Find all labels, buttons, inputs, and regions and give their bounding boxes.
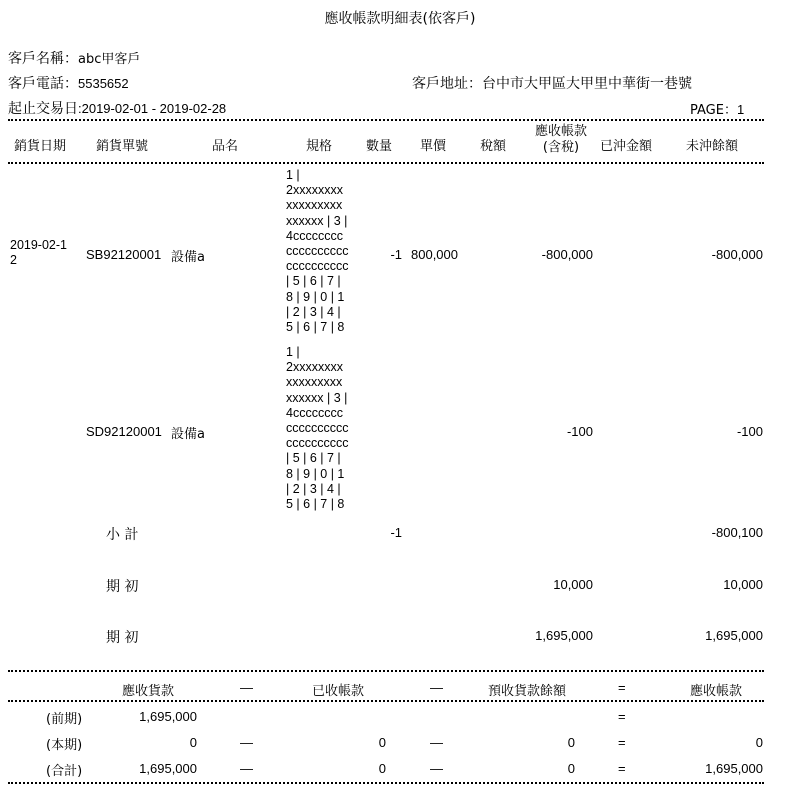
- subtotal-label: 小 計: [106, 527, 139, 543]
- col-tax: 稅額: [480, 139, 507, 154]
- opening-label: 期 初: [106, 630, 139, 646]
- summary-col-minus1: —: [240, 680, 253, 695]
- customer-phone-row: [8, 73, 129, 93]
- customer-phone-label: 客戶電話：: [8, 76, 78, 92]
- row-receivable: -800,000: [541, 247, 593, 262]
- summary-row-prepaid: 0: [567, 735, 575, 750]
- summary-col-received: 已收帳款: [312, 684, 365, 699]
- row-date: 2019-02-1 2: [10, 238, 67, 267]
- summary-row-result: 1,695,000: [705, 761, 763, 776]
- row-unoffset: -100: [736, 424, 763, 439]
- summary-row-equals: =: [618, 735, 626, 750]
- page-indicator: [690, 99, 744, 118]
- col-spec: 規格: [306, 139, 333, 154]
- row-doc-no: SB92120001: [86, 247, 162, 262]
- summary-col-equals: =: [618, 680, 626, 695]
- summary-col-prepaid: 預收貨款餘額: [488, 684, 567, 699]
- col-item: 品名: [212, 139, 239, 154]
- subtotal-unoffset: -800,100: [711, 525, 763, 540]
- opening-unoffset: 1,695,000: [705, 628, 763, 643]
- col-qty: 數量: [366, 139, 393, 154]
- period-value: :2019-02-01 - 2019-02-28: [78, 101, 227, 116]
- col-receivable-line1: 應收帳款: [534, 124, 587, 139]
- summary-col-receivable: 應收貨款: [122, 684, 175, 699]
- col-receivable: [526, 124, 596, 156]
- summary-row-prepaid: 0: [567, 761, 575, 776]
- col-price: 單價: [420, 139, 447, 154]
- summary-row-label: (前期): [46, 712, 83, 727]
- row-qty: -1: [390, 247, 402, 262]
- page-label: PAGE：: [690, 103, 737, 118]
- summary-row-result: 0: [755, 735, 763, 750]
- opening-unoffset: 10,000: [723, 577, 763, 592]
- opening-label: 期 初: [106, 579, 139, 595]
- row-spec: 1 | 2xxxxxxxx xxxxxxxxx xxxxxx | 3 | 4cccccccc cccccccccc cccccccccc | 5 | 6 | 7 | 8 | 9 | 0 | 1 | 2 | 3 | 4 | 5 | 6 | 7 | 8: [286, 168, 349, 335]
- summary-col-result: 應收帳款: [690, 684, 743, 699]
- row-item: 設備a: [171, 427, 205, 442]
- row-receivable: -100: [566, 424, 593, 439]
- customer-name-row: [8, 48, 140, 68]
- customer-address-row: [412, 73, 692, 93]
- summary-row-equals: =: [618, 709, 626, 724]
- summary-row-received: 0: [378, 735, 386, 750]
- customer-address-label: 客戶地址：: [412, 76, 482, 92]
- col-date: 銷貨日期: [14, 139, 67, 154]
- customer-name: abc甲客戶: [78, 52, 141, 67]
- summary-row-minus2: —: [430, 735, 443, 750]
- summary-row-minus1: —: [240, 735, 253, 750]
- summary-row-minus2: —: [430, 761, 443, 776]
- customer-name-label: 客戶名稱：: [8, 51, 78, 67]
- divider-bottom: [8, 782, 764, 784]
- summary-row-label: (合計): [46, 764, 83, 779]
- summary-col-minus2: —: [430, 680, 443, 695]
- divider-summary-header: [8, 700, 764, 702]
- summary-row-receivable: 1,695,000: [139, 761, 197, 776]
- page-number: 1: [736, 102, 745, 117]
- opening-receivable: 1,695,000: [535, 628, 593, 643]
- summary-row-label: (本期): [46, 738, 83, 753]
- col-doc-no: 銷貨單號: [96, 139, 149, 154]
- divider-summary-top: [8, 670, 764, 672]
- customer-phone: 5535652: [78, 76, 129, 91]
- summary-row-receivable: 1,695,000: [139, 709, 197, 724]
- row-doc-no: SD92120001: [86, 424, 162, 439]
- period-label: 起止交易日: [8, 101, 78, 117]
- row-price: 800,000: [411, 247, 458, 262]
- col-receivable-line2: (含稅): [542, 140, 580, 155]
- period-row: [8, 98, 226, 118]
- row-spec: 1 | 2xxxxxxxx xxxxxxxxx xxxxxx | 3 | 4cccccccc cccccccccc cccccccccc | 5 | 6 | 7 | 8 | 9 | 0 | 1 | 2 | 3 | 4 | 5 | 6 | 7 | 8: [286, 345, 349, 512]
- subtotal-qty: -1: [390, 525, 402, 540]
- divider-header: [8, 162, 764, 164]
- summary-row-equals: =: [618, 761, 626, 776]
- col-offset: 已沖金額: [600, 139, 653, 154]
- summary-row-receivable: 0: [189, 735, 197, 750]
- opening-receivable: 10,000: [553, 577, 593, 592]
- row-unoffset: -800,000: [711, 247, 763, 262]
- customer-address: 台中市大甲區大甲里中華街一巷號: [482, 76, 692, 92]
- col-unoffset: 未沖餘額: [686, 139, 739, 154]
- summary-row-minus1: —: [240, 761, 253, 776]
- summary-row-received: 0: [378, 761, 386, 776]
- divider-top: [8, 119, 764, 121]
- report-title: 應收帳款明細表(依客戶): [324, 11, 476, 27]
- row-item: 設備a: [171, 250, 205, 265]
